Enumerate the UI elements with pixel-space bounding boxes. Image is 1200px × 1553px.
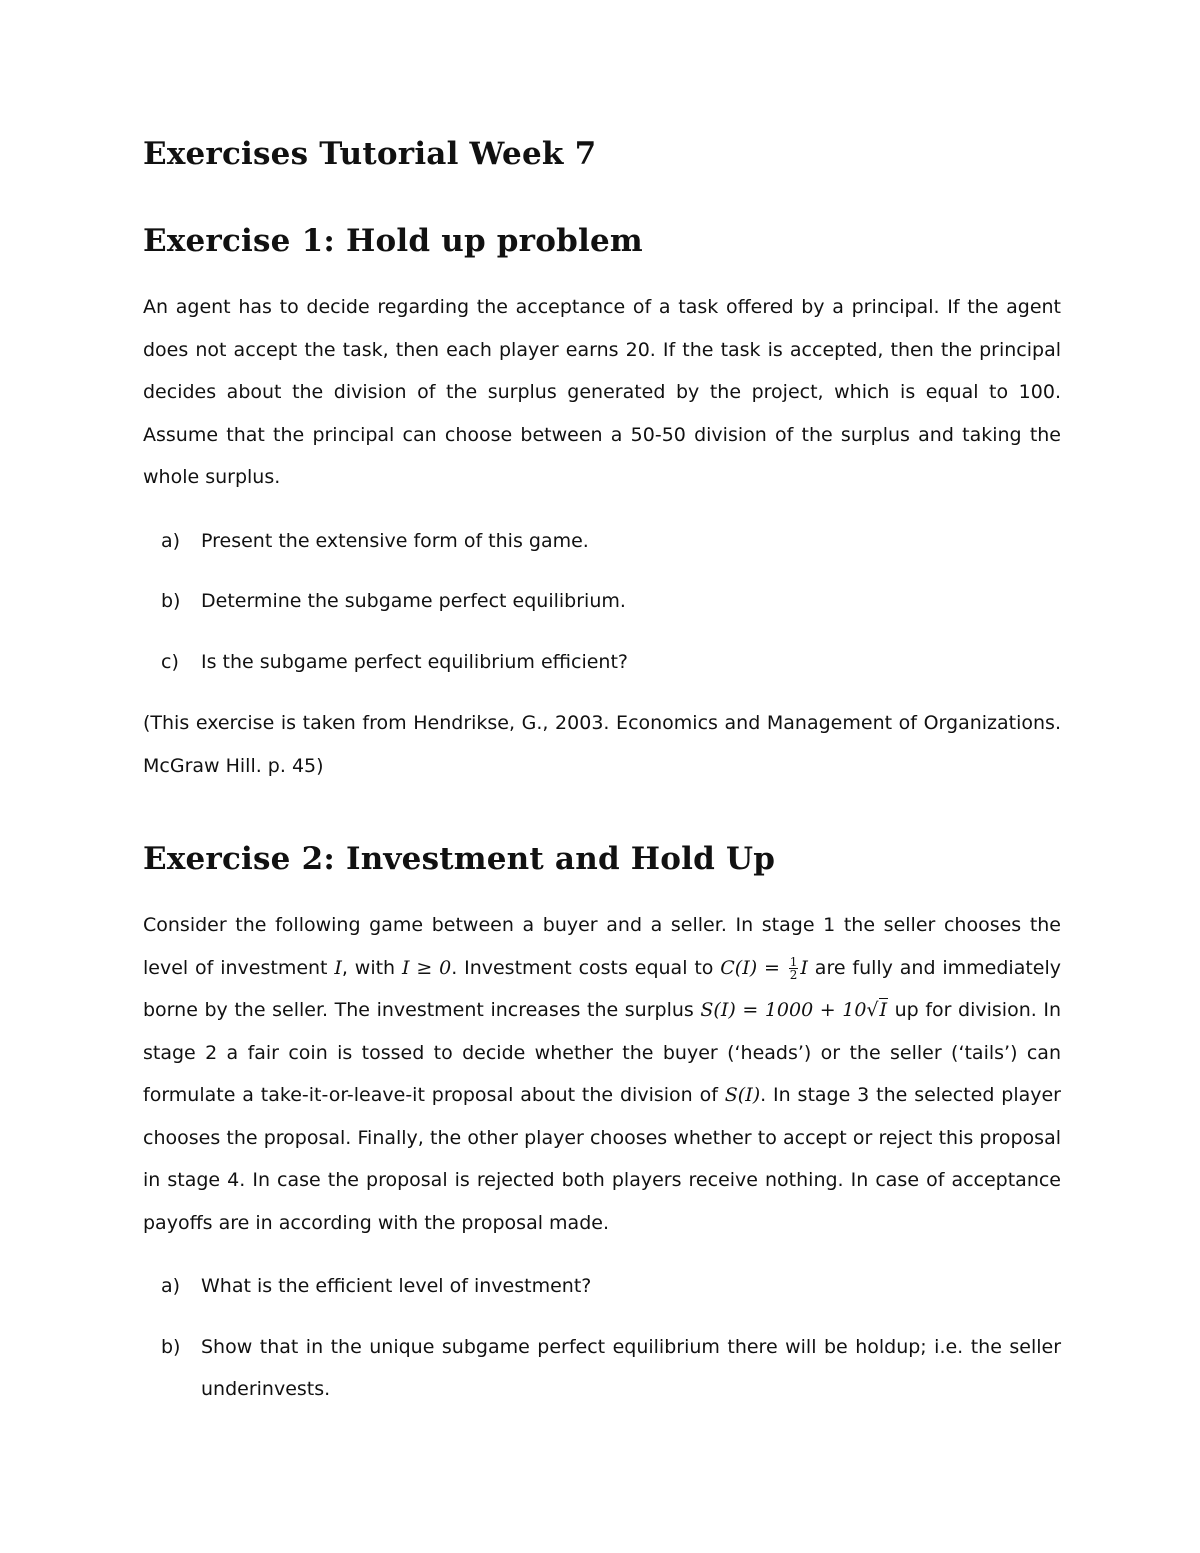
item-label: a) [161,529,181,552]
intro-text: are fully and immediately borne by the seller. The investment increases the surplus [143,956,1062,1021]
item-label: b) [161,1335,181,1358]
exercise-1-item-c [143,641,1061,684]
investment-variable: I [334,956,342,979]
investment-constraint: I ≥ 0 [401,956,452,979]
cost-fraction [789,956,799,981]
item-text: Show that in the unique subgame perfect equilibrium there will be holdup; i.e. the seller underinvests. [201,1335,1061,1400]
page-title: Exercises Tutorial Week 7 [143,136,597,172]
intro-text: . In stage 3 the selected player chooses the proposal. Finally, the other player chooses whether to accept or reject this proposal in stage 4. In case the proposal is rejected both players receive nothing. In case of acceptance payoffs are in according with the proposal made. [143,1084,1061,1234]
item-text: Determine the subgame perfect equilibrium. [201,590,626,612]
fraction-denominator: 2 [789,967,798,982]
exercise-1-intro: An agent has to decide regarding the acceptance of a task offered by a principal. If the agent does not accept the task, then each player earns 20. If the task is accepted, then the principal decides about the division of the surplus generated by the project, which is equal to 100. Assume that the principal can choose between a 50-50 division of the surplus and taking the whole surplus. [143,296,1061,488]
item-text: Present the extensive form of this game. [201,529,589,552]
item-label: a) [161,1275,181,1297]
exercise-2-item-b [143,1326,1061,1411]
surplus-function: S(I) = 1000 + 10√ [700,999,879,1021]
item-text: What is the efficient level of investment? [201,1275,592,1297]
radicand-variable: I [879,999,888,1021]
fraction-numerator: 1 [789,954,798,969]
intro-text: Consider the following game between a buyer and a seller. In stage 1 the seller chooses the level of investment [143,914,1061,979]
document-page [143,132,1061,1411]
item-label: c) [161,650,179,673]
surplus-reference: S(I) [724,1084,761,1106]
exercise-1-item-a [143,520,1061,563]
exercise-2-item-a [143,1265,1061,1308]
item-label: b) [161,590,181,612]
cost-variable: I [800,956,808,979]
intro-text: . Investment costs equal to [451,956,721,979]
exercise-1-source: (This exercise is taken from Hendrikse, G., 2003. Economics and Management of Organizations. McGraw Hill. p. 45) [143,712,1061,777]
cost-function: C(I) = [720,956,787,979]
exercise-2-heading: Exercise 2: Investment and Hold Up [143,841,776,877]
exercise-1-item-b [143,580,1061,623]
intro-text: up for division. In stage 2 a fair coin is tossed to decide whether the buyer (‘heads’) or the seller (‘tails’) can formulate a take-it-or-leave-it proposal about the division of [143,999,1062,1106]
exercise-2-intro [143,904,1061,1244]
exercise-1-heading: Exercise 1: Hold up problem [143,223,643,259]
sqrt-radicand [879,998,889,1021]
intro-text: , with [341,956,402,979]
item-text: Is the subgame perfect equilibrium efficient? [201,650,628,673]
